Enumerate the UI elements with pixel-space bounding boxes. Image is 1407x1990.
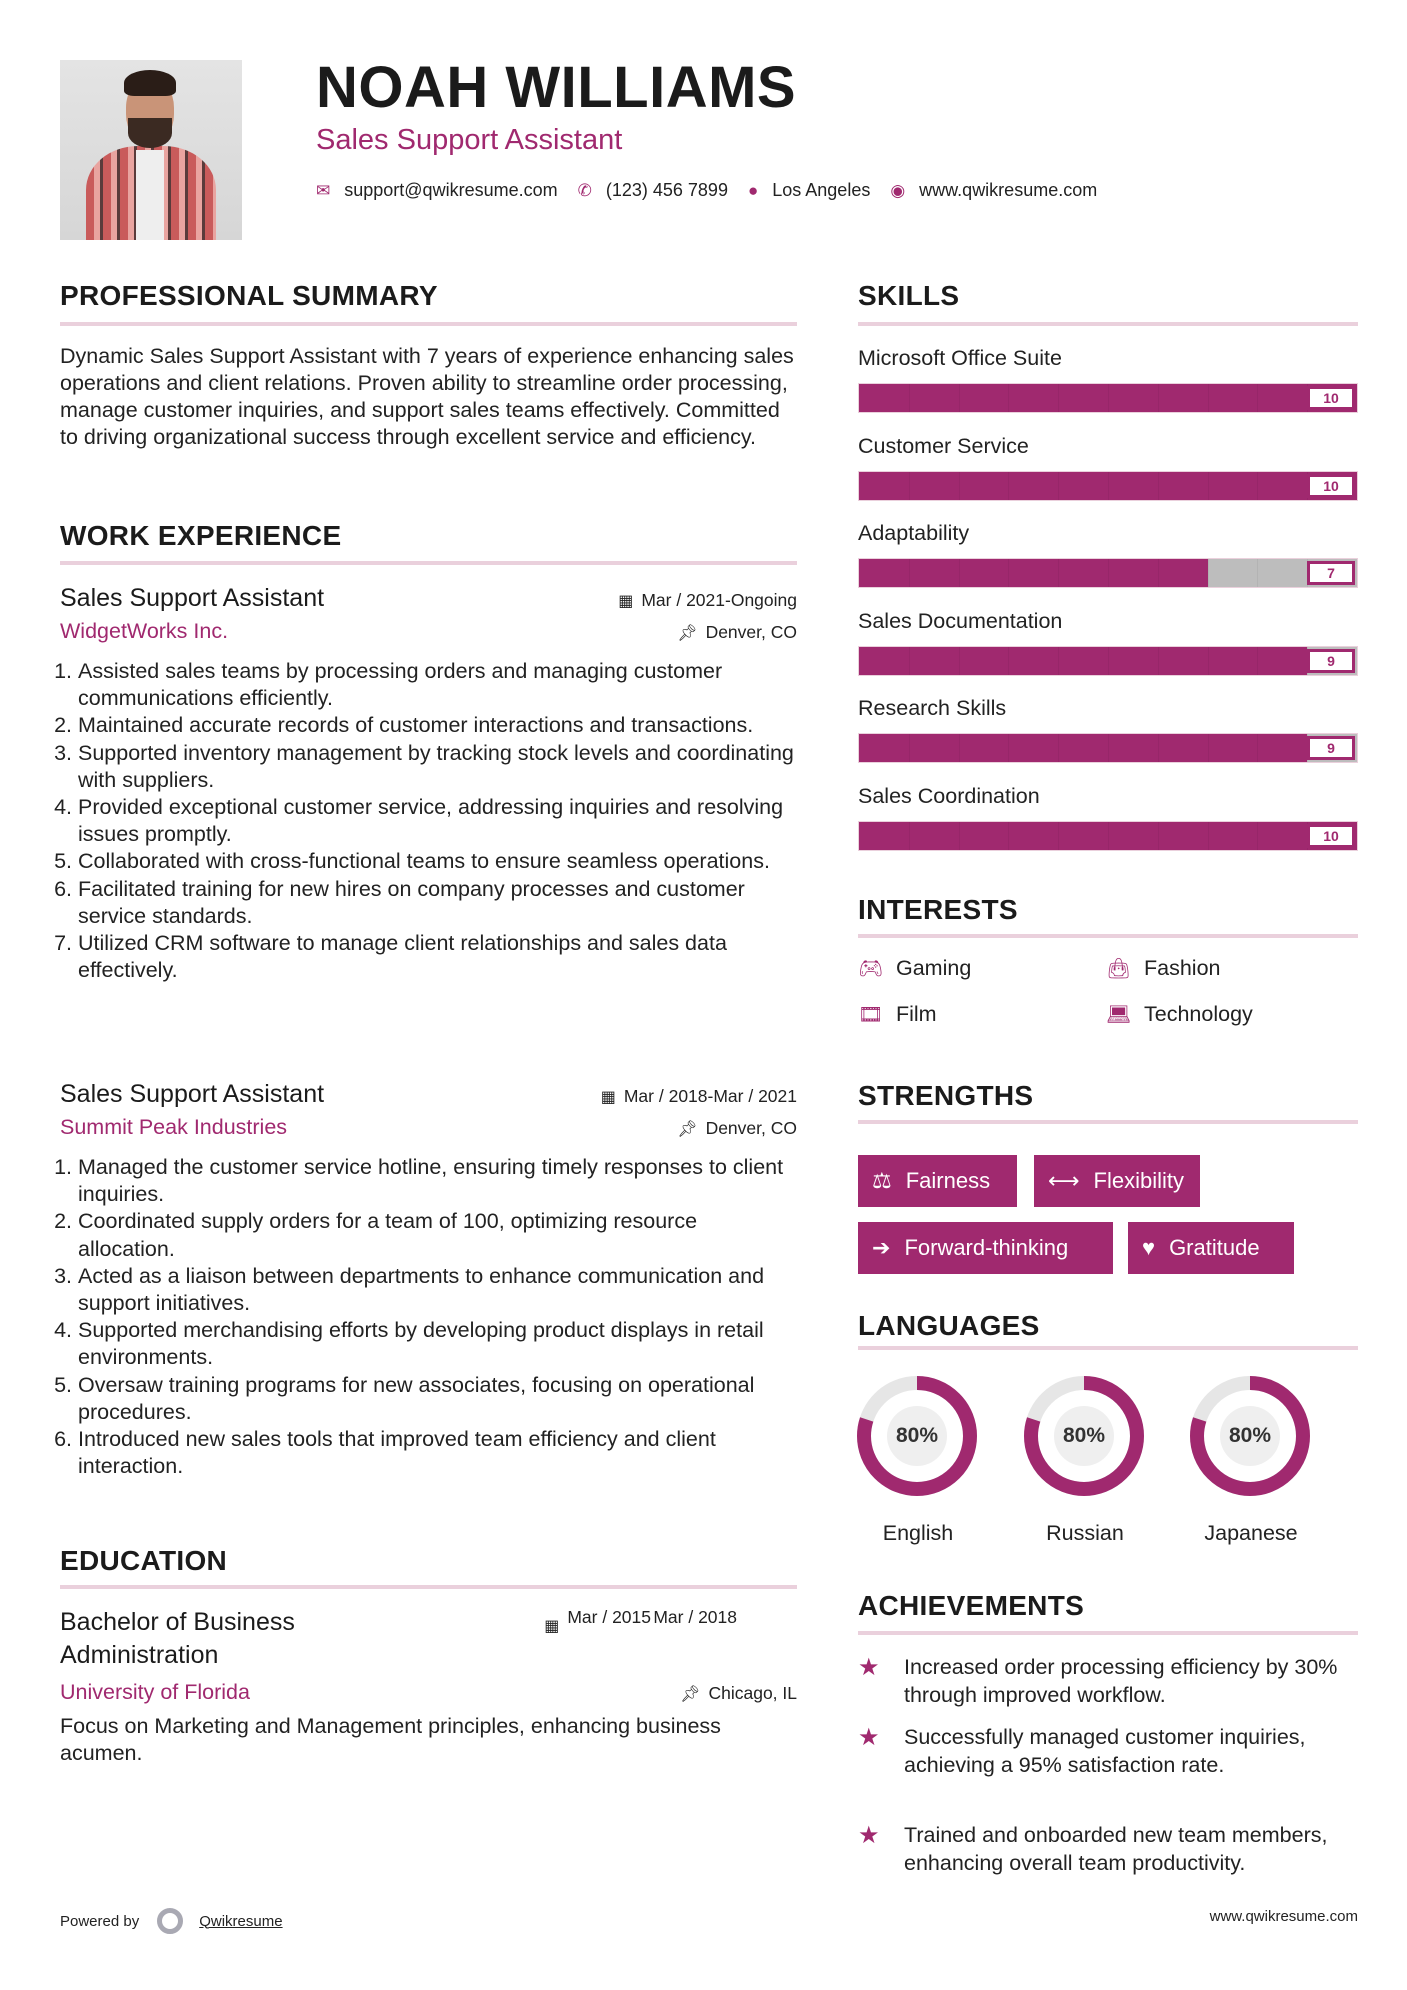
language-percent: 80% <box>895 1424 939 1447</box>
calendar-icon: ▦ <box>544 1618 560 1635</box>
achievements-heading: ACHIEVEMENTS <box>858 1590 1085 1621</box>
skill-bar <box>858 383 1358 413</box>
envelope-icon: ✉ <box>316 180 331 200</box>
interests-heading: INTERESTS <box>858 894 1018 925</box>
interest-item: 👜︎ Fashion <box>1106 956 1221 980</box>
laptop-icon: 💻︎ <box>1106 1004 1132 1026</box>
skill-name: Sales Documentation <box>858 608 1063 633</box>
language-percent: 80% <box>1228 1424 1272 1447</box>
skills-heading: SKILLS <box>858 280 960 311</box>
pin-icon: 📌︎ <box>680 1686 701 1703</box>
gamepad-icon: 🎮︎ <box>858 958 884 980</box>
edu-end: Mar / 2018 <box>653 1607 737 1627</box>
bullet: 4. Provided exceptional customer service, addressing inquiries and resolving issues promptly. <box>78 794 797 848</box>
pin-icon: 📌︎ <box>677 625 698 642</box>
website[interactable]: www.qwikresume.com <box>919 180 1098 200</box>
email[interactable]: support@qwikresume.com <box>344 180 558 200</box>
heart-icon: ♥ <box>1142 1235 1156 1260</box>
language-name: Russian <box>1046 1521 1124 1545</box>
job-bullets <box>60 1154 797 1480</box>
star-icon: ★ <box>858 1654 880 1681</box>
skill-name: Microsoft Office Suite <box>858 346 1062 370</box>
bullet: 5. Oversaw training programs for new associates, focusing on operational procedures. <box>78 1372 797 1426</box>
interest-item: 🎞︎ Film <box>858 1002 937 1026</box>
phone: (123) 456 7899 <box>605 180 728 200</box>
divider <box>858 1346 1358 1350</box>
job-entry <box>60 1080 797 1480</box>
achievement-item: ★ Trained and onboarded new team members, enhancing overall team productivity. <box>858 1822 1358 1877</box>
skill-name: Adaptability <box>858 521 970 545</box>
education-entry <box>60 1606 797 1767</box>
qwikresume-logo-icon <box>157 1908 183 1934</box>
work-heading: WORK EXPERIENCE <box>60 520 342 551</box>
language-percent: 80% <box>1062 1424 1106 1447</box>
profile-photo <box>60 60 242 240</box>
skill-item <box>858 346 1358 413</box>
balance-scale-icon: ⚖ <box>872 1168 892 1193</box>
skill-name: Sales Coordination <box>858 783 1040 808</box>
language-item <box>1189 1375 1313 1546</box>
divider <box>858 934 1358 938</box>
skill-item <box>858 609 1358 676</box>
job-location: Denver, CO <box>705 1118 797 1138</box>
language-item <box>1023 1375 1147 1546</box>
job-role: Sales Support Assistant <box>60 584 325 612</box>
skill-bar-fill <box>859 734 1307 762</box>
star-icon: ★ <box>858 1724 880 1751</box>
languages-heading: LANGUAGES <box>858 1310 1040 1341</box>
company-name: Summit Peak Industries <box>60 1115 288 1139</box>
skill-value: 10 <box>1307 386 1355 410</box>
job-entry <box>60 584 797 984</box>
skill-item <box>858 434 1358 501</box>
degree: Bachelor of Business Administration <box>60 1608 295 1669</box>
shopping-bag-icon: 👜︎ <box>1106 958 1132 980</box>
edu-start: Mar / 2015 <box>567 1607 651 1627</box>
skill-name: Customer Service <box>858 433 1029 458</box>
edu-location: Chicago, IL <box>708 1683 797 1703</box>
skill-name: Research Skills <box>858 696 1007 720</box>
education-description: Focus on Marketing and Management principles, enhancing business acumen. <box>60 1714 721 1765</box>
job-location: Denver, CO <box>705 622 797 642</box>
film-icon: 🎞︎ <box>858 1004 884 1026</box>
divider <box>858 322 1358 326</box>
skill-value: 9 <box>1307 736 1355 760</box>
skill-value: 7 <box>1307 561 1355 585</box>
skill-item <box>858 784 1358 851</box>
bullet: 1. Assisted sales teams by processing orders and managing customer communications efficiently. <box>78 658 797 712</box>
pin-icon: 📌︎ <box>677 1121 698 1138</box>
strength-badge: ➔ Forward-thinking <box>858 1222 1113 1274</box>
strengths-heading: STRENGTHS <box>858 1080 1034 1111</box>
job-dates: Mar / 2018-Mar / 2021 <box>623 1086 797 1106</box>
map-marker-icon: ● <box>747 180 759 200</box>
bullet: 4. Supported merchandising efforts by developing product displays in retail environments. <box>78 1317 797 1371</box>
skill-item <box>858 696 1358 763</box>
job-role: Sales Support Assistant <box>60 1080 325 1108</box>
achievement-item: ★ Successfully managed customer inquiries, achieving a 95% satisfaction rate. <box>858 1724 1358 1779</box>
qwikresume-link[interactable]: Qwikresume <box>199 1912 283 1930</box>
bullet: 3. Acted as a liaison between departments to enhance communication and support initiatives. <box>78 1263 797 1317</box>
language-item <box>856 1375 980 1546</box>
footer-powered <box>60 1908 283 1934</box>
calendar-icon: ▦ <box>618 593 634 610</box>
bullet: 7. Utilized CRM software to manage client relationships and sales data effectively. <box>78 930 797 984</box>
interest-item: 🎮︎ Gaming <box>858 956 972 980</box>
candidate-name: NOAH WILLIAMS <box>316 55 797 120</box>
divider <box>858 1631 1358 1635</box>
skill-value: 10 <box>1307 824 1355 848</box>
skill-bar <box>858 558 1358 588</box>
globe-icon: ◉ <box>890 180 906 200</box>
skill-bar-fill <box>859 559 1208 587</box>
skill-bar <box>858 646 1358 676</box>
company-name: WidgetWorks Inc. <box>60 619 229 643</box>
bullet: 3. Supported inventory management by tracking stock levels and coordinating with suppliers. <box>78 740 797 794</box>
job-bullets <box>60 658 797 984</box>
bullet: 5. Collaborated with cross-functional teams to ensure seamless operations. <box>78 848 797 875</box>
bullet: 2. Coordinated supply orders for a team of 100, optimizing resource allocation. <box>78 1208 797 1262</box>
divider <box>60 1585 797 1589</box>
skill-bar <box>858 471 1358 501</box>
arrows-h-icon: ⟷ <box>1048 1168 1080 1193</box>
bullet: 1. Managed the customer service hotline, ensuring timely responses to client inquiries. <box>78 1154 797 1208</box>
skill-bar <box>858 821 1358 851</box>
job-title: Sales Support Assistant <box>316 124 623 156</box>
divider <box>60 322 797 326</box>
footer-website[interactable]: www.qwikresume.com <box>1209 1908 1358 1925</box>
skill-item <box>858 521 1358 588</box>
skill-value: 10 <box>1307 474 1355 498</box>
star-icon: ★ <box>858 1822 880 1849</box>
strength-badge: ♥ Gratitude <box>1128 1222 1294 1274</box>
job-dates: Mar / 2021-Ongoing <box>641 590 797 610</box>
arrow-right-icon: ➔ <box>872 1235 891 1260</box>
interest-item: 💻︎ Technology <box>1106 1002 1253 1026</box>
bullet: 2. Maintained accurate records of customer interactions and transactions. <box>78 712 797 739</box>
divider <box>858 1120 1358 1124</box>
powered-by-label: Powered by <box>60 1912 140 1930</box>
phone-icon: ✆ <box>577 180 592 200</box>
location: Los Angeles <box>772 180 871 200</box>
bullet: 6. Introduced new sales tools that improved team efficiency and client interaction. <box>78 1426 797 1480</box>
achievement-item: ★ Increased order processing efficiency by 30% through improved workflow. <box>858 1654 1358 1709</box>
contact-info <box>316 180 1117 201</box>
skill-bar <box>858 733 1358 763</box>
strength-badge: ⚖ Fairness <box>858 1155 1017 1207</box>
skill-value: 9 <box>1307 649 1355 673</box>
school-name: University of Florida <box>60 1680 250 1704</box>
divider <box>60 561 797 565</box>
language-name: Japanese <box>1204 1521 1298 1545</box>
education-heading: EDUCATION <box>60 1545 228 1576</box>
bullet: 6. Facilitated training for new hires on company processes and customer service standards. <box>78 876 797 930</box>
summary-heading: PROFESSIONAL SUMMARY <box>60 280 438 311</box>
summary-text: Dynamic Sales Support Assistant with 7 years of experience enhancing sales operations and client relations. Proven ability to streamline order processing, manage customer inquiries, and support sales teams effectively. Committed to driving organizational success through excellent service and efficiency. <box>60 344 794 449</box>
skill-bar-fill <box>859 647 1307 675</box>
strength-badge: ⟷ Flexibility <box>1034 1155 1200 1207</box>
calendar-icon: ▦ <box>600 1089 616 1106</box>
language-name: English <box>882 1521 954 1545</box>
